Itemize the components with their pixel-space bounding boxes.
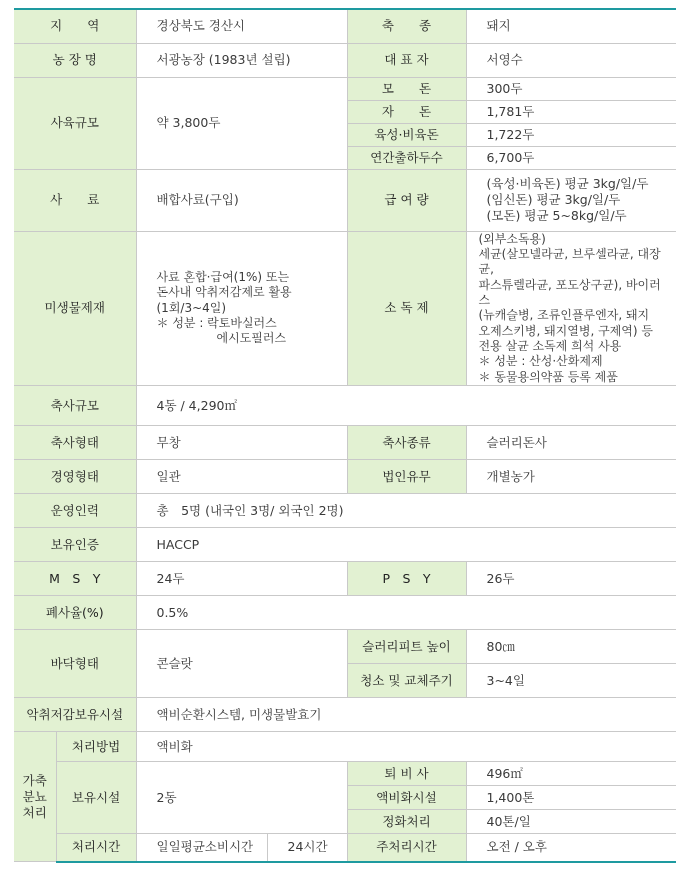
livestock-value: 돼지 (466, 9, 676, 43)
purify-label: 정화처리 (347, 810, 466, 834)
sow-value: 300두 (466, 77, 676, 100)
feed-value: 배합사료(구입) (136, 169, 347, 231)
daily-time-value: 24시간 (267, 834, 347, 862)
barn-scale-label: 축사규모 (14, 386, 136, 426)
disinfectant-label: 소 독 제 (347, 231, 466, 386)
floor-value: 콘슬랏 (136, 630, 347, 698)
feeding-label: 급 여 량 (347, 169, 466, 231)
mortality-value: 0.5% (136, 596, 676, 630)
ceo-value: 서영수 (466, 43, 676, 77)
feed-label: 사 료 (14, 169, 136, 231)
barn-type-value: 무창 (136, 426, 347, 460)
microbe-value: 사료 혼합·급여(1%) 또는 돈사내 악취저감제로 활용 (1회/3~4일) ＊ 성분 : 락토바실러스 에시도필러스 (136, 231, 347, 386)
facility-value: 2동 (136, 762, 347, 834)
mortality-label: 폐사율(%) (14, 596, 136, 630)
liquid-label: 액비화시설 (347, 786, 466, 810)
microbe-label: 미생물제재 (14, 231, 136, 386)
main-time-label: 주처리시간 (347, 834, 466, 862)
barn-kind-value: 슬러리돈사 (466, 426, 676, 460)
clean-cycle-label: 청소 및 교체주기 (347, 664, 466, 698)
compost-value: 496㎡ (466, 762, 676, 786)
feeding-value: (육성·비육돈) 평균 3kg/일/두 (임신돈) 평균 3kg/일/두 (모돈) 평균 5~8kg/일/두 (466, 169, 676, 231)
piglet-label: 자 돈 (347, 100, 466, 123)
psy-value: 26두 (466, 562, 676, 596)
farm-name-value: 서광농장 (1983년 설립) (136, 43, 347, 77)
region-value: 경상북도 경산시 (136, 9, 347, 43)
method-label: 처리방법 (56, 732, 136, 762)
cert-label: 보유인증 (14, 528, 136, 562)
corp-value: 개별농가 (466, 460, 676, 494)
daily-time-label: 일일평균소비시간 (136, 834, 267, 862)
floor-label: 바닥형태 (14, 630, 136, 698)
disinfectant-value: (외부소독용) 세균(살모넬라균, 브루셀라균, 대장균, 파스튜렐라균, 포도상구균), 바이러스 (뉴캐슬병, 조류인플루엔자, 돼지 오제스키병, 돼지열병, 구제역) 등 전용 살균 소독제 희석 사용 ＊ 성분 : 산성·산화제제 ＊ 동물용의약품 등록 제품 (466, 231, 676, 386)
farm-info-table (14, 8, 676, 863)
mgmt-value: 일관 (136, 460, 347, 494)
time-label: 처리시간 (56, 834, 136, 862)
msy-label: M S Y (14, 562, 136, 596)
sow-label: 모 돈 (347, 77, 466, 100)
breeding-value: 약 3,800두 (136, 77, 347, 169)
staff-label: 운영인력 (14, 494, 136, 528)
region-label: 지 역 (14, 9, 136, 43)
liquid-value: 1,400톤 (466, 786, 676, 810)
barn-type-label: 축사형태 (14, 426, 136, 460)
main-time-value: 오전 / 오후 (466, 834, 676, 862)
msy-value: 24두 (136, 562, 347, 596)
manure-label: 가축 분뇨 처리 (14, 732, 56, 862)
clean-cycle-value: 3~4일 (466, 664, 676, 698)
barn-scale-value: 4동 / 4,290㎡ (136, 386, 676, 426)
purify-value: 40톤/일 (466, 810, 676, 834)
piglet-value: 1,781두 (466, 100, 676, 123)
farm-name-label: 농 장 명 (14, 43, 136, 77)
compost-label: 퇴 비 사 (347, 762, 466, 786)
shipment-label: 연간출하두수 (347, 146, 466, 169)
method-value: 액비화 (136, 732, 676, 762)
odor-value: 액비순환시스템, 미생물발효기 (136, 698, 676, 732)
odor-label: 악취저감보유시설 (14, 698, 136, 732)
cert-value: HACCP (136, 528, 676, 562)
pit-height-value: 80㎝ (466, 630, 676, 664)
grower-label: 육성·비육돈 (347, 123, 466, 146)
facility-label: 보유시설 (56, 762, 136, 834)
corp-label: 법인유무 (347, 460, 466, 494)
shipment-value: 6,700두 (466, 146, 676, 169)
pit-height-label: 슬러리피트 높이 (347, 630, 466, 664)
mgmt-label: 경영형태 (14, 460, 136, 494)
psy-label: P S Y (347, 562, 466, 596)
ceo-label: 대 표 자 (347, 43, 466, 77)
breeding-label: 사육규모 (14, 77, 136, 169)
grower-value: 1,722두 (466, 123, 676, 146)
staff-value: 총 5명 (내국인 3명/ 외국인 2명) (136, 494, 676, 528)
livestock-label: 축 종 (347, 9, 466, 43)
barn-kind-label: 축사종류 (347, 426, 466, 460)
